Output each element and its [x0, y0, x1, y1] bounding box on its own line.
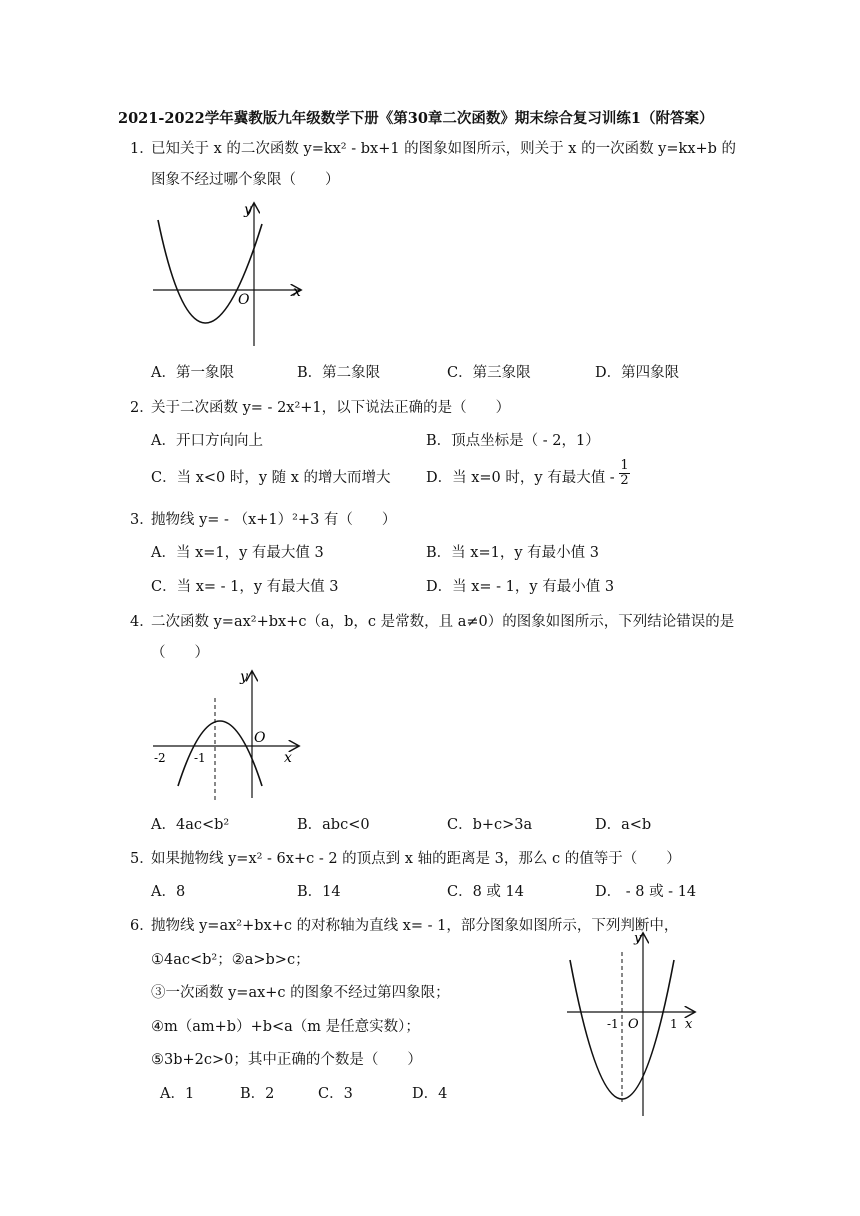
q6-stem: 抛物线 y=ax²+bx+c 的对称轴为直线 x= - 1，部分图象如图所示，下列判断中， — [151, 918, 679, 934]
q2-stem: 关于二次函数 y= - 2x²+1，以下说法正确的是（ ） — [151, 400, 511, 416]
q4-option-c[interactable]: C．b+c>3a — [447, 817, 533, 833]
q4-origin-label: O — [254, 730, 266, 746]
q2-option-b[interactable]: B．顶点坐标是（ - 2，1） — [426, 433, 600, 449]
q6-origin-label: O — [628, 1017, 639, 1032]
q1-parabola-figure — [150, 196, 310, 351]
q2-option-d-text: D．当 x=0 时，y 有最大值 - — [426, 470, 615, 486]
q6-number: 6． — [130, 918, 154, 934]
document-title: 2021-2022学年冀教版九年级数学下册《第30章二次函数》期末综合复习训练1（附答案） — [118, 110, 714, 127]
q6-option-b[interactable]: B．2 — [240, 1086, 275, 1102]
q1-number: 1． — [130, 141, 154, 157]
q1-stem-line2: 图象不经过哪个象限（ ） — [151, 172, 340, 188]
q1-option-b[interactable]: B．第二象限 — [297, 365, 381, 381]
q6-item-3: ④m（am+b）+b<a（m 是任意实数）； — [151, 1019, 420, 1035]
q5-option-d[interactable]: D． - 8 或 - 14 — [595, 884, 697, 900]
q2-option-a[interactable]: A．开口方向向上 — [151, 433, 263, 449]
q6-y-label: y — [634, 931, 642, 946]
q1-option-a[interactable]: A．第一象限 — [151, 365, 234, 381]
q4-tick-minus2: -2 — [154, 751, 166, 765]
q4-option-b[interactable]: B．abc<0 — [297, 817, 370, 833]
q1-y-label: y — [244, 202, 252, 218]
q6-x-label: x — [685, 1017, 693, 1032]
q1-stem-line1: 已知关于 x 的二次函数 y=kx² - bx+1 的图象如图所示，则关于 x 的一次函数 y=kx+b 的 — [151, 141, 737, 157]
q5-stem: 如果抛物线 y=x² - 6x+c - 2 的顶点到 x 轴的距离是 3，那么 c 的值等于（ ） — [151, 851, 681, 867]
q2-number: 2． — [130, 400, 154, 416]
q6-tick-1: 1 — [670, 1017, 678, 1031]
q6-item-1: ①4ac<b²；②a>b>c； — [151, 952, 310, 968]
q5-number: 5． — [130, 851, 154, 867]
q1-origin-label: O — [238, 292, 250, 308]
q2-fraction-den: 2 — [620, 472, 629, 488]
q3-option-d[interactable]: D．当 x= - 1，y 有最小值 3 — [426, 579, 615, 595]
q2-fraction-num: 1 — [620, 457, 629, 473]
q4-number: 4． — [130, 614, 154, 630]
q5-option-b[interactable]: B．14 — [297, 884, 341, 900]
q1-option-d[interactable]: D．第四象限 — [595, 365, 680, 381]
q4-option-d[interactable]: D．a<b — [595, 817, 652, 833]
q3-number: 3． — [130, 512, 154, 528]
q4-x-label: x — [284, 750, 292, 766]
q1-option-c[interactable]: C．第三象限 — [447, 365, 531, 381]
q4-stem-line2: （ ） — [151, 645, 209, 661]
q5-option-c[interactable]: C．8 或 14 — [447, 884, 524, 900]
q1-x-label: x — [293, 284, 301, 300]
q2-fraction — [619, 459, 629, 488]
q3-stem: 抛物线 y= - （x+1）²+3 有（ ） — [151, 512, 397, 528]
q4-parabola-figure — [150, 668, 310, 808]
q4-tick-minus1: -1 — [194, 751, 206, 765]
q5-option-a[interactable]: A．8 — [151, 884, 186, 900]
q6-tick-minus1: -1 — [607, 1017, 619, 1031]
q2-option-d[interactable] — [426, 457, 630, 488]
q6-item-4: ⑤3b+2c>0；其中正确的个数是（ ） — [151, 1052, 422, 1068]
q6-option-a[interactable]: A．1 — [160, 1086, 195, 1102]
q2-option-c[interactable]: C．当 x<0 时，y 随 x 的增大而增大 — [151, 470, 391, 486]
q3-option-c[interactable]: C．当 x= - 1，y 有最大值 3 — [151, 579, 339, 595]
q4-y-label: y — [240, 669, 248, 685]
q6-option-c[interactable]: C．3 — [318, 1086, 353, 1102]
q4-option-a[interactable]: A．4ac<b² — [151, 817, 230, 833]
q6-item-2: ③一次函数 y=ax+c 的图象不经过第四象限； — [151, 985, 450, 1001]
q6-parabola-figure — [562, 930, 702, 1120]
q4-stem-line1: 二次函数 y=ax²+bx+c（a，b，c 是常数，且 a≠0）的图象如图所示，下列结论错误的是 — [151, 614, 735, 630]
q6-option-d[interactable]: D．4 — [412, 1086, 448, 1102]
q3-option-b[interactable]: B．当 x=1，y 有最小值 3 — [426, 545, 599, 561]
q3-option-a[interactable]: A．当 x=1，y 有最大值 3 — [151, 545, 324, 561]
